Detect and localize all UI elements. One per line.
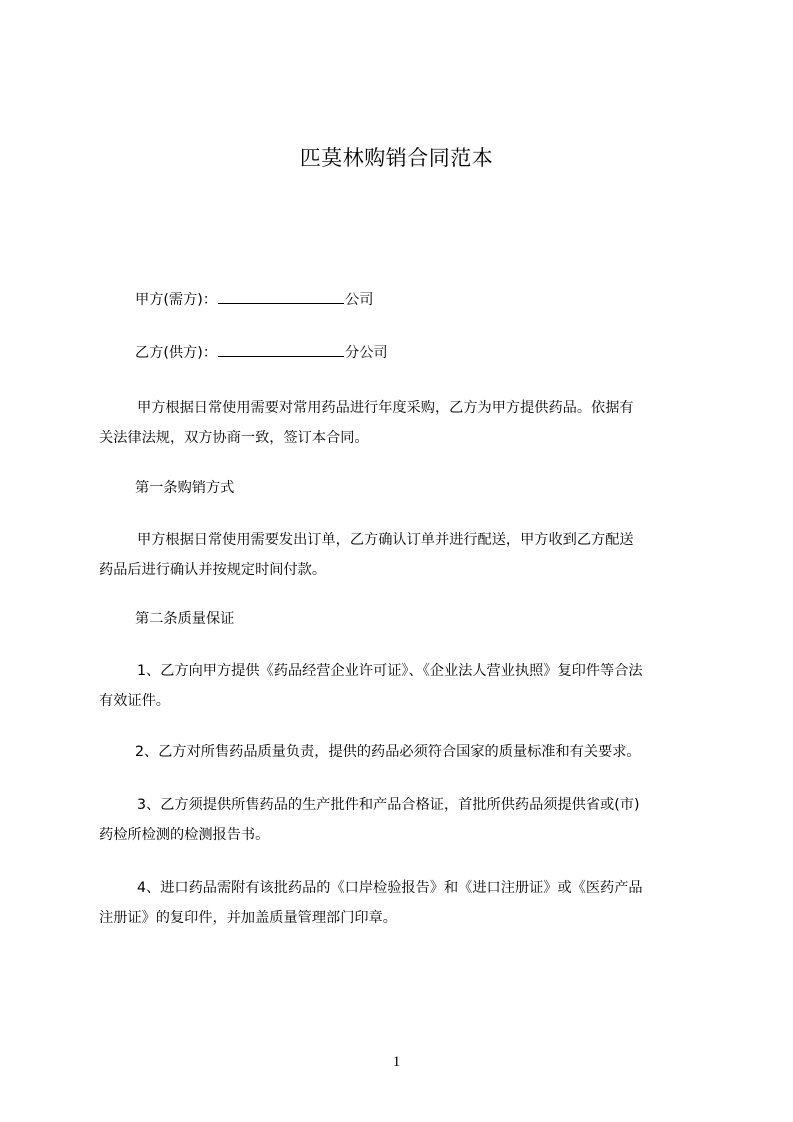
article-2-heading-text: 第二条质量保证: [135, 611, 235, 627]
clause-4-line-1: [99, 873, 711, 904]
intro-paragraph-line-1: [99, 393, 711, 424]
article-1-heading: [99, 473, 711, 504]
clause-1-line-1: [99, 656, 711, 687]
party-a-blank: [218, 289, 344, 304]
document-title: 匹莫林购销合同范本: [299, 146, 494, 170]
intro-text-1: 甲方根据日常使用需要对常用药品进行年度采购，乙方为甲方提供药品。依据有: [137, 400, 634, 416]
intro-text-2: 关法律法规，双方协商一致，签订本合同。: [99, 430, 369, 446]
article-1-text-1: 甲方根据日常使用需要发出订单，乙方确认订单并进行配送，甲方收到乙方配送: [137, 532, 634, 548]
article-1-paragraph-line-1: [99, 525, 711, 556]
clause-3-text-2: 药检所检测的检测报告书。: [99, 827, 270, 843]
clause-4-text-1: 4、进口药品需附有该批药品的《口岸检验报告》和《进口注册证》或《医药产品: [137, 880, 643, 896]
article-2-heading: [99, 604, 711, 635]
party-a-suffix: 公司: [345, 292, 374, 308]
intro-paragraph-line-2: [99, 423, 711, 454]
article-1-paragraph-line-2: [99, 555, 711, 586]
party-a-label: 甲方(需方)：: [135, 292, 218, 308]
clause-3-line-1: [99, 790, 711, 821]
clause-2-line-1: [99, 737, 711, 768]
clause-1-text-2: 有效证件。: [99, 693, 170, 709]
clause-3-line-2: [99, 820, 711, 851]
clause-2-text-1: 2、乙方对所售药品质量负责，提供的药品必须符合国家的质量标准和有关要求。: [135, 744, 641, 760]
page-number: 1: [392, 1054, 401, 1070]
party-b-line: [99, 338, 711, 369]
article-1-text-2: 药品后进行确认并按规定时间付款。: [99, 562, 327, 578]
party-b-blank: [218, 342, 344, 357]
party-b-suffix: 分公司: [345, 345, 388, 361]
clause-1-line-2: [99, 686, 711, 717]
clause-3-text-1: 3、乙方须提供所售药品的生产批件和产品合格证，首批所供药品须提供省或(市): [137, 797, 640, 813]
article-1-heading-text: 第一条购销方式: [135, 480, 235, 496]
party-b-label: 乙方(供方)：: [135, 345, 218, 361]
party-a-line: [99, 285, 711, 316]
clause-1-text-1: 1、乙方向甲方提供《药品经营企业许可证》、《企业法人营业执照》复印件等合法: [137, 663, 643, 679]
clause-4-line-2: [99, 903, 711, 934]
clause-4-text-2: 注册证》的复印件，并加盖质量管理部门印章。: [99, 910, 397, 926]
